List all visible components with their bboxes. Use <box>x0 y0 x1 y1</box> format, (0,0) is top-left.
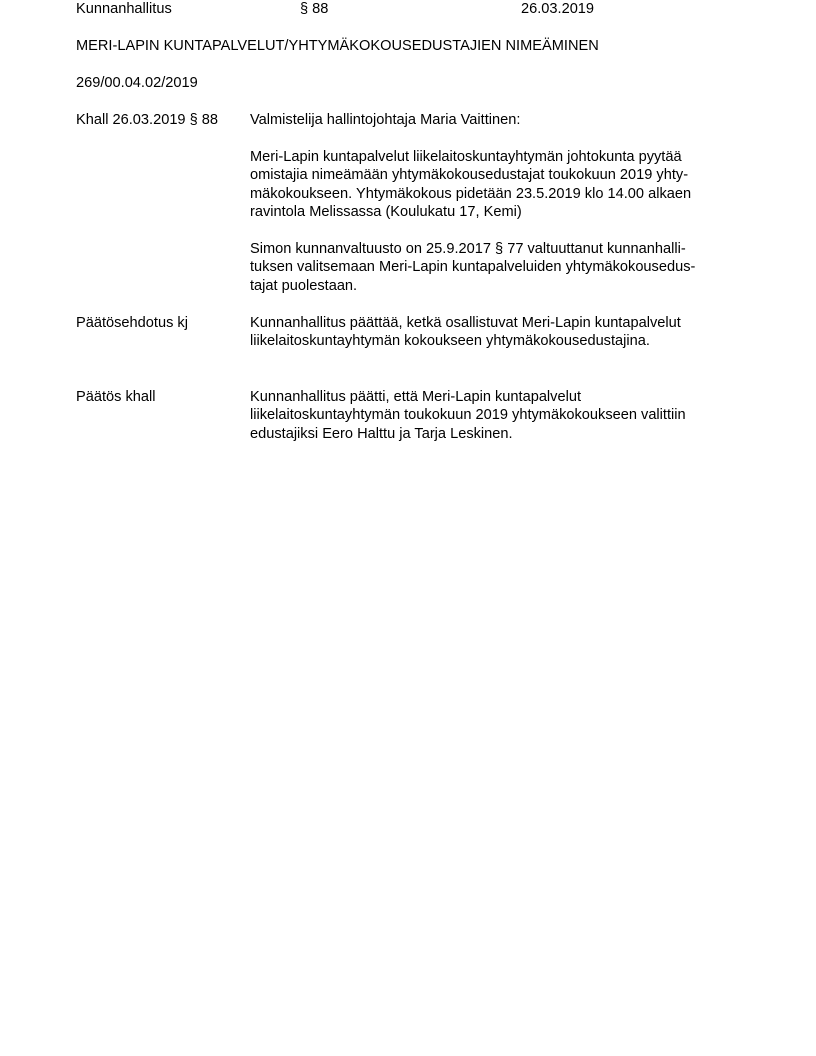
preparation-paragraph-1 <box>250 148 750 222</box>
document-number: 269/00.04.02/2019 <box>76 75 198 91</box>
preparation-content <box>250 111 750 295</box>
decision-content <box>250 388 750 443</box>
header-date: 26.03.2019 <box>521 1 595 17</box>
text-line: omistajia nimeämään yhtymäkokousedustajat toukokuun 2019 yhty- <box>250 167 689 184</box>
preparer-line: Valmistelija hallintojohtaja Maria Vaittinen: <box>250 112 521 128</box>
header-body-name: Kunnanhallitus <box>76 1 172 17</box>
proposal-content <box>250 314 750 351</box>
text-line: mäkokoukseen. Yhtymäkokous pidetään 23.5.2019 klo 14.00 alkaen <box>250 185 692 202</box>
text-line: tajat puolestaan. <box>250 277 358 294</box>
preparation-paragraph-2 <box>250 240 750 295</box>
decision-label: Päätös khall <box>76 389 156 405</box>
document-title: MERI-LAPIN KUNTAPALVELUT/YHTYMÄKOKOUSEDUSTAJIEN NIMEÄMINEN <box>76 38 599 54</box>
text-line: Meri-Lapin kuntapalvelut liikelaitoskuntayhtymän johtokunta pyytää <box>250 148 682 165</box>
text-line: liikelaitoskuntayhtymän toukokuun 2019 yhtymäkokoukseen valittiin <box>250 407 686 424</box>
paragraph-spacer <box>250 221 750 239</box>
text-line: Kunnanhallitus päätti, että Meri-Lapin kuntapalvelut <box>250 389 582 405</box>
text-line: tuksen valitsemaan Meri-Lapin kuntapalveluiden yhtymäkokousedus- <box>250 259 696 276</box>
preparation-label: Khall 26.03.2019 § 88 <box>76 112 219 128</box>
text-line: Simon kunnanvaltuusto on 25.9.2017 § 77 valtuuttanut kunnanhalli- <box>250 240 686 257</box>
proposal-label: Päätösehdotus kj <box>76 315 188 331</box>
text-line: ravintola Melissassa (Koulukatu 17, Kemi) <box>250 204 522 221</box>
text-line: edustajiksi Eero Halttu ja Tarja Leskinen. <box>250 425 513 442</box>
text-line: liikelaitoskuntayhtymän kokoukseen yhtymäkokousedustajina. <box>250 333 650 350</box>
text-line: Kunnanhallitus päättää, ketkä osallistuvat Meri-Lapin kuntapalvelut <box>250 315 681 331</box>
header-section-number: § 88 <box>300 1 329 17</box>
paragraph-spacer <box>250 129 750 147</box>
